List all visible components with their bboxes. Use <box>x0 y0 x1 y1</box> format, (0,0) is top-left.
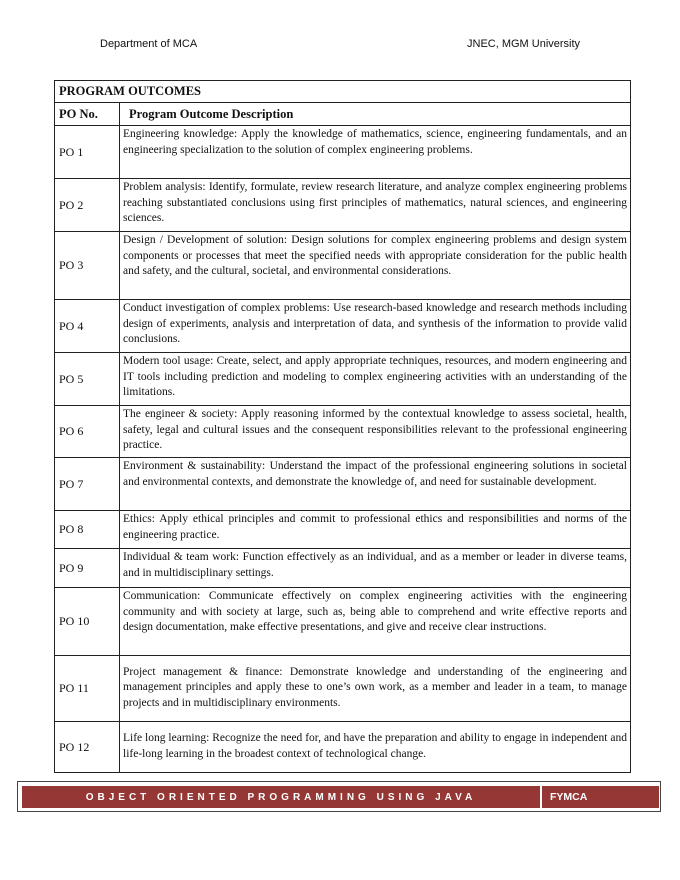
table-header-row <box>55 103 631 126</box>
po-number: PO 6 <box>55 406 120 458</box>
table-row <box>55 458 631 511</box>
po-number: PO 11 <box>55 656 120 722</box>
po-description: Environment & sustainability: Understand the impact of the professional engineering solutions in societal and environmental contexts, and demonstrate the knowledge of, and need for sustainable development. <box>120 458 631 511</box>
po-number: PO 7 <box>55 458 120 511</box>
po-description: Design / Development of solution: Design solutions for complex engineering problems and design system components or processes that meet the specified needs with appropriate consideration for the public health and safety, and the cultural, societal, and environmental considerations. <box>120 232 631 300</box>
footer-class-tag: FYMCA <box>542 786 659 808</box>
program-outcomes-table <box>54 80 631 773</box>
po-number: PO 8 <box>55 511 120 549</box>
po-description: Problem analysis: Identify, formulate, review research literature, and analyze complex engineering problems reaching substantiated conclusions using first principles of mathematics, natural sciences, and engineering sciences. <box>120 179 631 232</box>
po-number: PO 9 <box>55 549 120 588</box>
po-number: PO 3 <box>55 232 120 300</box>
table-row <box>55 126 631 179</box>
table-row <box>55 511 631 549</box>
column-header-po-no: PO No. <box>55 103 120 126</box>
table-title: PROGRAM OUTCOMES <box>55 81 631 103</box>
header-university: JNEC, MGM University <box>467 38 581 50</box>
po-description: Conduct investigation of complex problems: Use research-based knowledge and research methods including design of experiments, analysis and interpretation of data, and synthesis of the information to provide valid conclusions. <box>120 300 631 353</box>
table-row <box>55 406 631 458</box>
po-description: The engineer & society: Apply reasoning informed by the contextual knowledge to assess societal, health, safety, legal and cultural issues and the consequent responsibilities relevant to the professional engineering practice. <box>120 406 631 458</box>
po-number: PO 10 <box>55 588 120 656</box>
table-row <box>55 656 631 722</box>
po-number: PO 4 <box>55 300 120 353</box>
header-department: Department of MCA <box>100 38 198 50</box>
po-description: Engineering knowledge: Apply the knowledge of mathematics, science, engineering fundamentals, and an engineering specialization to the solution of complex engineering problems. <box>120 126 631 179</box>
po-description: Individual & team work: Function effectively as an individual, and as a member or leader in diverse teams, and in multidisciplinary settings. <box>120 549 631 588</box>
po-description: Modern tool usage: Create, select, and apply appropriate techniques, resources, and modern engineering and IT tools including prediction and modeling to complex engineering activities with an understanding of the limitations. <box>120 353 631 406</box>
footer-course-title: OBJECT ORIENTED PROGRAMMING USING JAVA <box>22 786 540 808</box>
po-number: PO 1 <box>55 126 120 179</box>
po-description: Ethics: Apply ethical principles and commit to professional ethics and responsibilities and norms of the engineering practice. <box>120 511 631 549</box>
po-description: Life long learning: Recognize the need for, and have the preparation and ability to engage in independent and life-long learning in the broadest context of technological change. <box>120 722 631 773</box>
po-number: PO 12 <box>55 722 120 773</box>
table-row <box>55 353 631 406</box>
column-header-description: Program Outcome Description <box>120 103 631 126</box>
po-description: Communication: Communicate effectively on complex engineering activities with the engineering community and with society at large, such as, being able to comprehend and write effective reports and design documentation, make effective presentations, and give and receive clear instructions. <box>120 588 631 656</box>
table-row <box>55 549 631 588</box>
po-description: Project management & finance: Demonstrate knowledge and understanding of the engineering and management principles and apply these to one’s own work, as a member and leader in a team, to manage projects and in multidisciplinary environments. <box>120 656 631 722</box>
po-number: PO 5 <box>55 353 120 406</box>
table-row <box>55 722 631 773</box>
table-row <box>55 300 631 353</box>
po-number: PO 2 <box>55 179 120 232</box>
table-row <box>55 588 631 656</box>
table-row <box>55 232 631 300</box>
table-row <box>55 179 631 232</box>
